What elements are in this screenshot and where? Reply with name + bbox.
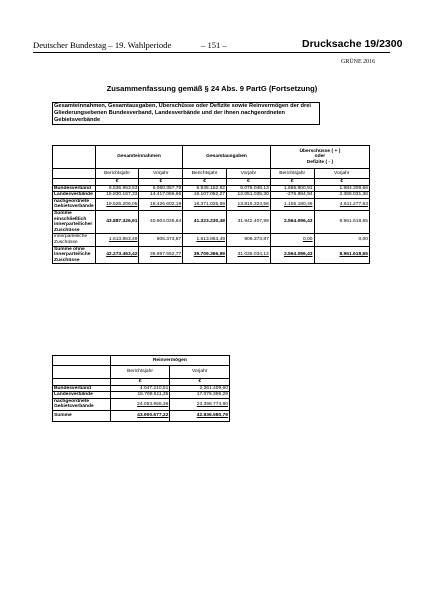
row-label: Summe ohne innerparteiliche Zuschüsse: [53, 246, 96, 264]
currency-label: €: [183, 179, 227, 186]
value-cell: 8.961.618,65: [314, 246, 369, 264]
value-cell: 13.815.324,56: [227, 198, 271, 210]
header-line: Überschüsse ( + ): [299, 148, 341, 154]
value-cell: 16.107.052,27: [183, 192, 227, 199]
value-cell: 15.799.511,35: [110, 392, 170, 399]
year-label: Vorjahr: [314, 169, 369, 179]
currency-label: €: [110, 379, 170, 386]
value-cell: 14.417.066,66: [139, 192, 183, 199]
table-row: [53, 246, 370, 264]
row-label: Summe einschließlich innerparteilicher Zuschüsse: [53, 210, 96, 233]
description-line: Gesamteinnahmen, Gesamtausgaben, Überschüsse oder Defizite sowie Reinvermögen der drei: [54, 103, 311, 109]
row-label: Landesverbände: [53, 192, 96, 199]
value-cell: 906.373,87: [227, 234, 271, 246]
currency-row: [53, 179, 370, 186]
row-label: nachgeordnete Gebietsverbände: [54, 198, 94, 210]
table-row: [53, 398, 230, 410]
table-row: [53, 198, 370, 210]
year-label-row: [53, 169, 370, 179]
empty-cell: [53, 169, 96, 179]
value-cell: 18.426.602,19: [139, 198, 183, 210]
row-label: Bundesverband: [53, 185, 96, 192]
summary-table: [52, 145, 370, 264]
empty-cell: [53, 366, 111, 379]
year-label: Vorjahr: [170, 366, 230, 379]
table-row: [53, 392, 230, 399]
value-cell: 39.709.366,99: [183, 246, 227, 264]
value-cell: 0,00: [314, 234, 369, 246]
currency-label: €: [95, 179, 139, 186]
currency-label: €: [227, 179, 271, 186]
value-cell: 8.536.953,53: [95, 185, 139, 192]
row-label: Landesverbände: [53, 392, 111, 399]
value-cell: 12.051.035,30: [227, 192, 271, 199]
row-label: Summe: [53, 410, 111, 421]
row-label: nachgeordnete Gebietsverbände: [53, 398, 111, 410]
header-rule: [33, 52, 390, 53]
group-header-ueberschuss: [270, 146, 369, 169]
value-cell: 19.526.206,05: [95, 198, 139, 210]
section-title: Zusammenfassung gemäß § 24 Abs. 9 PartG (Fortsetzung): [106, 84, 318, 93]
group-header-reinvermoegen: Reinvermögen: [110, 356, 229, 366]
value-cell: 31.036.034,12: [227, 246, 271, 264]
year-label-row: [53, 366, 230, 379]
value-cell: 31.942.407,99: [227, 210, 271, 233]
row-label: innerparteiliche Zuschüsse: [53, 234, 96, 246]
reinvermoegen-table: [52, 355, 230, 422]
value-cell: -276.884,94: [270, 192, 314, 199]
table-header-row: [53, 356, 230, 366]
value-cell: 1.984.309,66: [314, 185, 369, 192]
value-cell: 0,00: [270, 234, 314, 246]
currency-row: [53, 379, 230, 386]
table-row: [53, 192, 370, 199]
year-label: Vorjahr: [227, 169, 271, 179]
value-cell: 18.371.025,59: [183, 198, 227, 210]
value-cell: 2.564.096,43: [270, 246, 314, 264]
value-cell: 1.655.800,91: [270, 185, 314, 192]
description-box: [52, 102, 320, 125]
header-drucksache: [302, 38, 402, 50]
value-cell: 2.361.409,60: [170, 385, 230, 392]
description-line: Gebietsverbände: [54, 117, 101, 124]
value-cell: 906.373,87: [139, 234, 183, 246]
currency-label: €: [139, 179, 183, 186]
row-label: Bundesverband: [53, 385, 111, 392]
value-cell: 6.945.152,62: [183, 185, 227, 192]
value-cell: 8.961.618,65: [314, 210, 369, 233]
value-cell: 1.155.180,46: [270, 198, 314, 210]
empty-corner-cell: [53, 356, 111, 366]
currency-label: €: [170, 379, 230, 386]
value-cell: 23.398.774,90: [170, 398, 230, 410]
table-row: [53, 234, 370, 246]
currency-label: €: [314, 179, 369, 186]
value-cell: 6.076.048,13: [227, 185, 271, 192]
description-line: Gliederungsebenen Bundesverband, Landesverbände und der ihnen nachgeordneten: [54, 110, 286, 117]
empty-corner-cell: [53, 146, 96, 169]
year-label: Berichtsjahr: [183, 169, 227, 179]
value-cell: 1.613.863,49: [95, 234, 139, 246]
value-cell: 4.611.277,63: [314, 198, 369, 210]
table-row: [53, 385, 230, 392]
value-cell: 43.887.326,91: [95, 210, 139, 233]
header-line: oder: [314, 154, 326, 160]
value-cell: 40.904.026,64: [139, 210, 183, 233]
value-cell: 39.997.652,77: [139, 246, 183, 264]
value-cell: 41.323.230,48: [183, 210, 227, 233]
header-drucksache-number: 2300: [379, 38, 403, 50]
header-drucksache-prefix: Drucksache 19/: [302, 38, 380, 50]
year-label: Berichtsjahr: [95, 169, 139, 179]
table-header-row: [53, 146, 370, 169]
empty-cell: [53, 179, 96, 186]
header-page-number: – 151 –: [201, 40, 227, 50]
value-cell: 4.047.210,51: [110, 385, 170, 392]
header-line: Defizite ( - ): [306, 159, 334, 165]
group-header-ausgaben: Gesamtausgaben: [183, 146, 271, 169]
table-row: [53, 210, 370, 233]
value-cell: 43.900.677,22: [110, 410, 170, 421]
value-cell: 6.060.357,79: [139, 185, 183, 192]
empty-cell: [53, 379, 111, 386]
value-cell: 42.836.580,79: [170, 410, 230, 421]
group-header-einnahmen: Gesamteinnahmen: [95, 146, 183, 169]
year-label: Vorjahr: [139, 169, 183, 179]
value-cell: 2.564.096,43: [270, 210, 314, 233]
value-cell: 24.053.955,36: [110, 398, 170, 410]
year-label: Berichtsjahr: [270, 169, 314, 179]
table-row: [53, 185, 370, 192]
party-label: GRÜNE 2016: [341, 59, 376, 65]
header-left: Deutscher Bundestag – 19. Wahlperiode: [33, 40, 172, 50]
value-cell: 15.830.167,33: [95, 192, 139, 199]
currency-label: €: [270, 179, 314, 186]
year-label: Berichtsjahr: [110, 366, 170, 379]
value-cell: 42.273.463,42: [95, 246, 139, 264]
value-cell: 1.613.863,49: [183, 234, 227, 246]
value-cell: 2.366.031,36: [314, 192, 369, 199]
table-row: [53, 410, 230, 421]
value-cell: 17.076.396,29: [170, 392, 230, 399]
